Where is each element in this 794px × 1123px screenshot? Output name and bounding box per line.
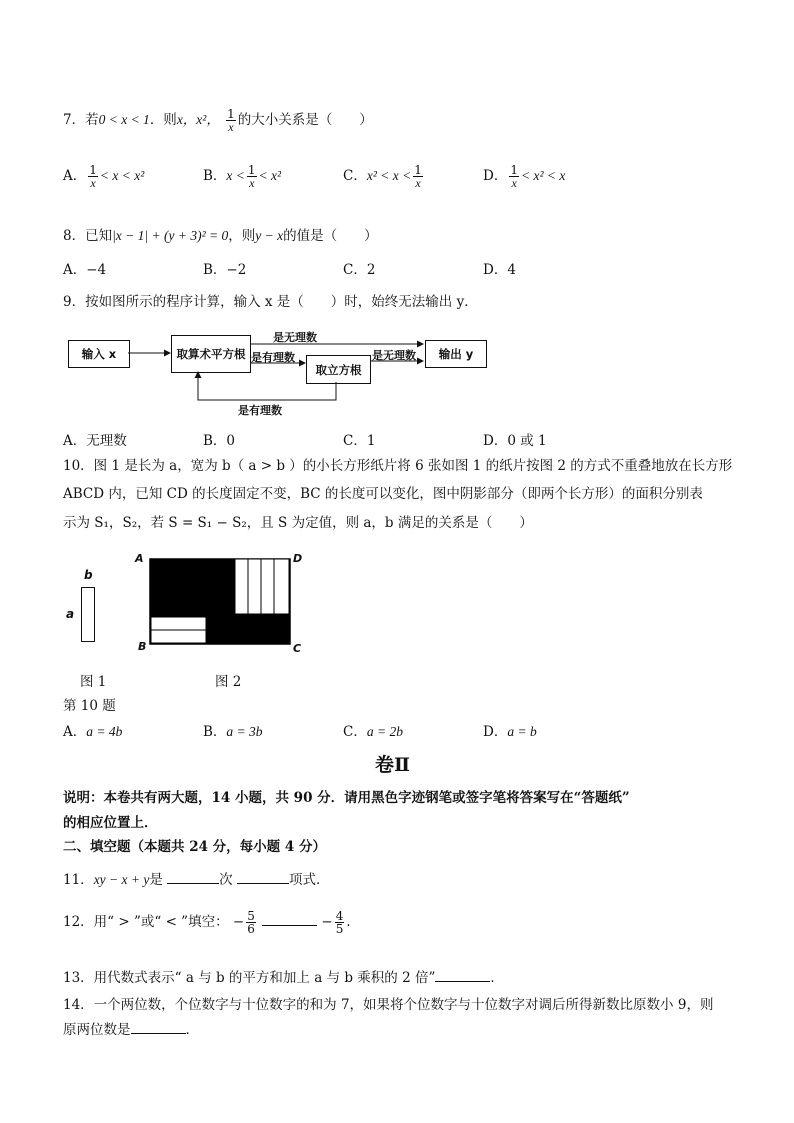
q7-fraction: $\frac{1}{x}$ [227,107,235,134]
q9-stem: 9．按如图所示的程序计算，输入 x 是（ ）时，始终无法输出 y． [63,294,478,310]
section-2-note-line1: 说明：本卷共有两大题，14 小题，共 90 分．请用黑色字迹钢笔或签字笔将答案写在“答题纸” [63,790,630,806]
q7-option-c[interactable]: C．x² < x < $\frac{1}{x}$ [343,163,422,190]
flow-label-rational-2: 是有理数 [238,404,282,417]
flow-label-irrational-1: 是无理数 [273,331,317,344]
q14-blank[interactable] [131,1032,186,1034]
fig2-drawing [135,552,310,662]
q9-flowchart [68,325,488,420]
q12-blank[interactable] [262,924,317,926]
q10-line2: ABCD 内，已知 CD 的长度固定不变，BC 的长度可以变化，图中阴影部分（即两个长方形）的面积分别表 [63,486,703,502]
q10-option-c[interactable]: C．a = 2b [343,724,403,740]
q11: 11．xy − x + y是 次 项式． [63,872,330,888]
q11-blank-2[interactable] [237,882,289,884]
q10-option-d[interactable]: D．a = b [483,724,537,740]
q8-option-a[interactable]: A．−4 [63,262,107,278]
q12-fraction-2: $\frac{4}{5}$ [335,909,344,936]
q7-option-a[interactable]: A． $\frac{1}{x}$ < x < x² [63,163,145,190]
flow-cbrt-box: 取立方根 [306,355,371,384]
flow-label-rational-1: 是有理数 [251,351,295,364]
q8-option-c[interactable]: C．2 [343,262,376,278]
q7-option-b[interactable]: B．x < $\frac{1}{x}$ < x² [203,163,282,190]
q13: 13．用代数式表示“ a 与 b 的平方和加上 a 与 b 乘积的 2 倍” ． [63,970,504,986]
section-2-note-line2: 的相应位置上． [63,815,158,831]
q14-line1: 14．一个两位数，个位数字与十位数字的和为 7，如果将个位数字与十位数字对调后所得新数比原数小 9，则 [63,997,714,1013]
q9-option-c[interactable]: C．1 [343,433,376,449]
q8-stem: 8．已知|x − 1| + (y + 3)² = 0，则y − x的值是（ ） [63,228,378,244]
fig2-label-a: A [135,552,144,565]
flow-input-box: 输入 x [68,340,130,368]
q10-figure-1 [62,565,107,650]
section-2-title: 卷Ⅱ [375,754,411,776]
q7-option-d[interactable]: D． $\frac{1}{x}$ < x² < x [483,163,566,190]
q9-option-b[interactable]: B．0 [203,433,236,449]
q10-figure-2 [135,552,310,662]
q9-option-d[interactable]: D．0 或 1 [483,433,547,449]
q14-line2: 原两位数是 ． [63,1022,199,1038]
q8-option-d[interactable]: D．4 [483,262,516,278]
fig1-label-a: a [66,607,75,621]
fig2-label-c: C [293,642,302,655]
flow-sqrt-box: 取算术平方根 [171,335,251,373]
q13-blank[interactable] [435,980,490,982]
q10-option-b[interactable]: B．a = 3b [203,724,263,740]
q11-blank-1[interactable] [167,882,219,884]
q10-option-a[interactable]: A．a = 4b [63,724,123,740]
fig1-caption: 图 1 [80,674,107,690]
q7-stem: 7．若0 < x < 1．则x，x²， $\frac{1}{x}$ 的大小关系是（ ） [63,107,373,134]
fig2-label-d: D [293,552,303,565]
q12: 12．用“ > ”或“ < ”填空： − $\frac{5}{6}$ − $\frac{4}{5}$ ． [63,909,360,936]
q10-line3: 示为 S₁，S₂，若 S = S₁ − S₂，且 S 为定值，则 a，b 满足的关系是（ ） [63,515,533,531]
part-2-title: 二、填空题（本题共 24 分，每小题 4 分） [63,839,326,855]
fig2-caption: 图 2 [215,674,242,690]
q12-fraction-1: $\frac{5}{6}$ [247,909,255,936]
fig2-label-b: B [138,640,147,653]
fig1-label-b: b [84,568,93,582]
flow-label-irrational-2: 是无理数 [372,349,416,362]
q10-figure-note: 第 10 题 [63,698,116,714]
q9-option-a[interactable]: A．无理数 [63,433,127,449]
q8-option-b[interactable]: B．−2 [203,262,247,278]
q10-line1: 10．图 1 是长为 a，宽为 b（ a > b ）的小长方形纸片将 6 张如图 1 的纸片按图 2 的方式不重叠地放在长方形 [63,458,733,474]
fig1-rectangle [81,587,95,642]
flow-output-box: 输出 y [425,340,487,368]
